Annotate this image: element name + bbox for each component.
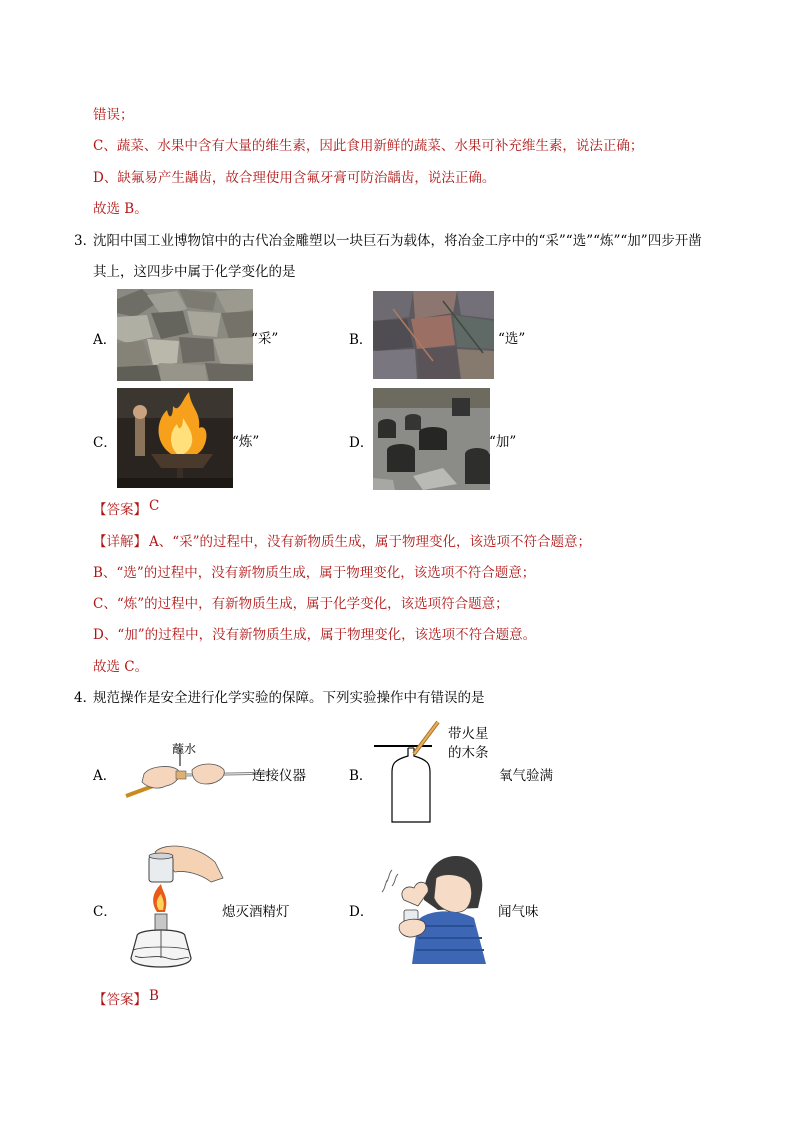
smelting-fire-photo (117, 388, 233, 488)
question-stem: 其上，这四步中属于化学变化的是 (93, 264, 296, 280)
option-letter: B． (349, 768, 373, 784)
figure-label: 蘸水 (172, 742, 197, 756)
detail-line: C、“炼”的过程中，有新物质生成，属于化学变化，该选项符合题意； (93, 596, 509, 612)
option-caption: 连接仪器 (252, 768, 306, 784)
option-caption: “炼” (232, 434, 260, 450)
option-letter: A． (93, 332, 117, 348)
option-letter: D． (349, 435, 374, 451)
detail-tag: 【详解】 (93, 534, 147, 550)
option-caption: 熄灭酒精灯 (222, 904, 290, 920)
option-letter: D． (349, 904, 374, 920)
explanation-line: C、蔬菜、水果中含有大量的维生素，因此食用新鲜的蔬菜、水果可补充维生素，说法正确； (93, 138, 644, 154)
figure-label: 的木条 (448, 745, 489, 761)
option-letter: C． (93, 435, 117, 451)
option-letter: A． (93, 768, 117, 784)
option-caption: “采” (251, 331, 279, 347)
option-caption: “选” (498, 331, 526, 347)
question-stem: 沈阳中国工业博物馆中的古代冶金雕塑以一块巨石为载体，将冶金工序中的“采”“选”“炼”“加”四步开凿 (93, 233, 702, 249)
option-letter: B． (349, 332, 373, 348)
question-number: 4． (74, 690, 97, 706)
smell-gas-figure (378, 848, 490, 964)
explanation-line: 错误； (93, 107, 134, 123)
detail-line: D、“加”的过程中，没有新物质生成，属于物理变化，该选项不符合题意。 (93, 627, 537, 643)
detail-conclusion: 故选 C。 (93, 659, 149, 675)
answer-value: C (149, 498, 160, 514)
question-number: 3． (74, 233, 97, 249)
detail-line: B、“选”的过程中，没有新物质生成，属于物理变化，该选项不符合题意； (93, 565, 536, 581)
option-caption: “加” (489, 434, 517, 450)
ore-mining-photo (117, 289, 253, 381)
processing-photo (373, 388, 490, 490)
question-stem: 规范操作是安全进行化学实验的保障。下列实验操作中有错误的是 (93, 690, 485, 706)
detail-line: A、“采”的过程中，没有新物质生成，属于物理变化，该选项不符合题意； (149, 534, 592, 550)
option-caption: 氧气验满 (499, 768, 553, 784)
answer-value: B (149, 988, 159, 1004)
answer-tag: 【答案】 (93, 992, 147, 1008)
option-caption: 闻气味 (498, 904, 539, 920)
explanation-conclusion: 故选 B。 (93, 201, 148, 217)
ore-selection-photo (373, 291, 494, 379)
option-letter: C． (93, 904, 117, 920)
answer-tag: 【答案】 (93, 502, 147, 518)
explanation-line: D、缺氟易产生龋齿，故合理使用含氟牙膏可防治龋齿，说法正确。 (93, 170, 496, 186)
figure-label: 带火星 (448, 726, 489, 742)
alcohol-lamp-figure (115, 838, 225, 974)
